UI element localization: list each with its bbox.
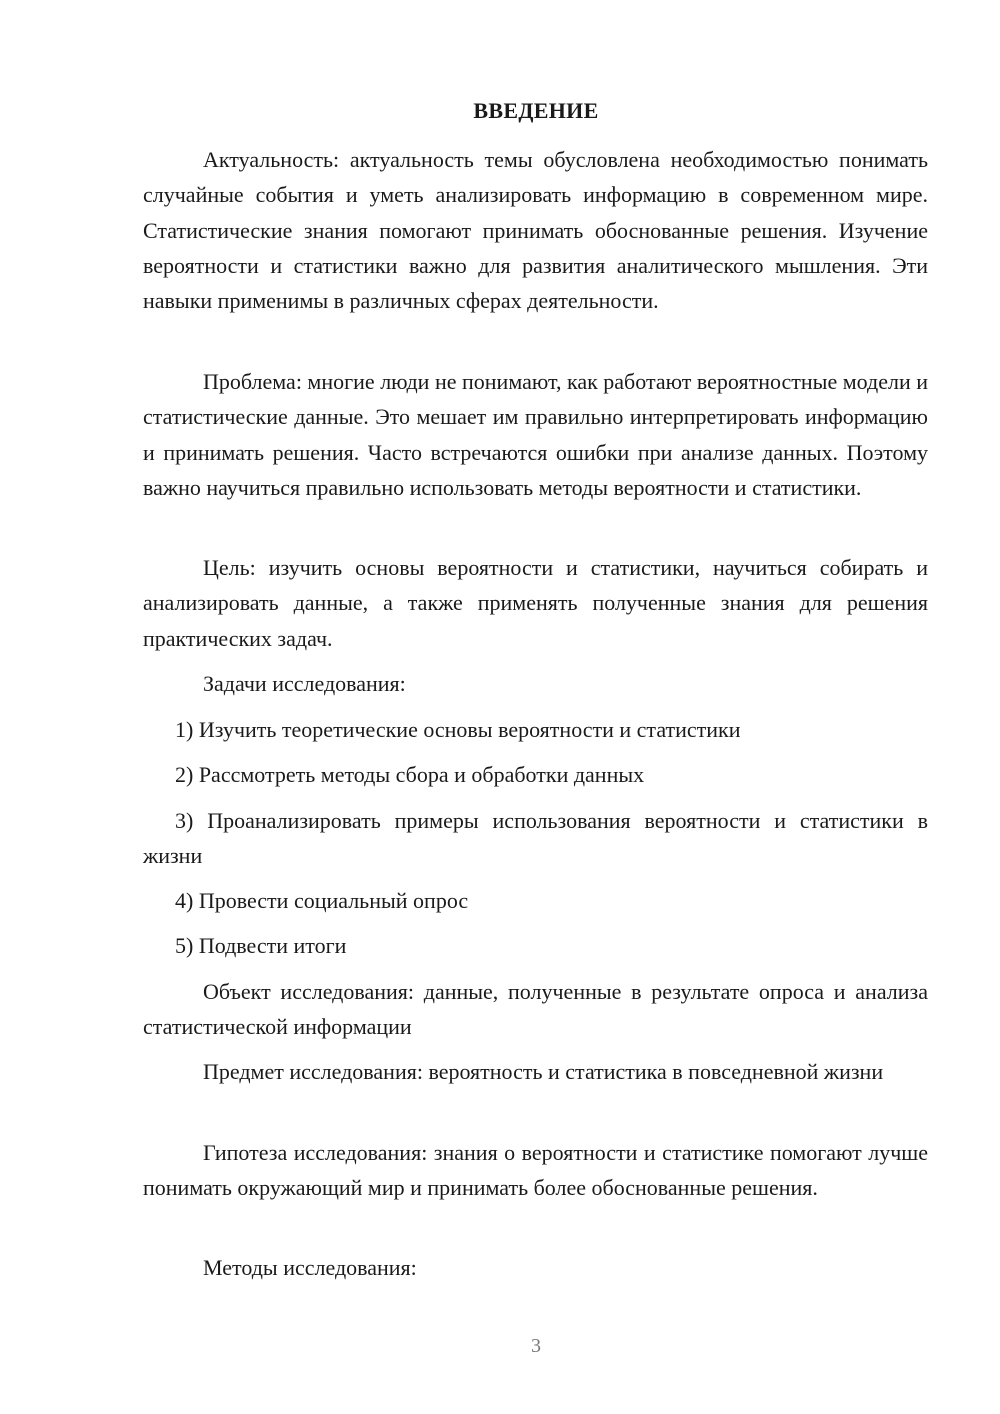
paragraph-problem: Проблема: многие люди не понимают, как работают вероятностные модели и статистические данные. Это мешает им правильно интерпретировать информацию и принимать решения. Часто встречаются ошибки при анализе данных. Поэтому важно научиться правильно использовать методы вероятности и статистики.	[143, 369, 928, 500]
tasks-list-item: 1) Изучить теоретические основы вероятности и статистики	[175, 717, 741, 742]
tasks-list-item: 4) Провести социальный опрос	[175, 888, 469, 913]
paragraph-relevance: Актуальность: актуальность темы обусловлена необходимостью понимать случайные события и уметь анализировать информацию в современном мире. Статистические знания помогают принимать обоснованные решения. Изучение вероятности и статистики важно для развития аналитического мышления. Эти навыки применимы в различных сферах деятельности.	[143, 147, 928, 314]
tasks-list-item-5-block	[143, 928, 928, 963]
tasks-list-item: 2) Рассмотреть методы сбора и обработки данных	[175, 762, 645, 787]
tasks-list-item: 3) Проанализировать примеры использования вероятности и статистики в жизни	[143, 808, 928, 869]
body-text-hypothesis-block	[143, 1135, 928, 1206]
body-text-object-block	[143, 974, 928, 1045]
tasks-heading: Задачи исследования:	[203, 671, 406, 696]
paragraph-hypothesis: Гипотеза исследования: знания о вероятности и статистике помогают лучше понимать окружающий мир и принимать более обоснованные решения.	[143, 1140, 928, 1201]
tasks-list-item-1-block	[143, 712, 928, 747]
tasks-list-item-2-block	[143, 757, 928, 792]
section-title: ВВЕДЕНИЕ	[473, 98, 599, 123]
tasks-heading-block	[143, 666, 928, 701]
methods-heading-block	[143, 1250, 928, 1285]
body-text-goal-block	[143, 550, 928, 656]
body-text-relevance-block	[143, 142, 928, 318]
paragraph-subject: Предмет исследования: вероятность и статистика в повседневной жизни	[203, 1059, 884, 1084]
paragraph-goal: Цель: изучить основы вероятности и статистики, научиться собирать и анализировать данные, а также применять полученные знания для решения практических задач.	[143, 555, 928, 651]
body-text-problem-block	[143, 364, 928, 505]
tasks-list-item-3-block	[143, 803, 928, 874]
paragraph-object: Объект исследования: данные, полученные в результате опроса и анализа статистической информации	[143, 979, 928, 1040]
tasks-list-item: 5) Подвести итоги	[175, 933, 347, 958]
tasks-list-item-4-block	[143, 883, 928, 918]
body-text-subject-block	[143, 1054, 928, 1089]
methods-heading: Методы исследования:	[203, 1255, 417, 1280]
page-number: 3	[531, 1335, 541, 1357]
